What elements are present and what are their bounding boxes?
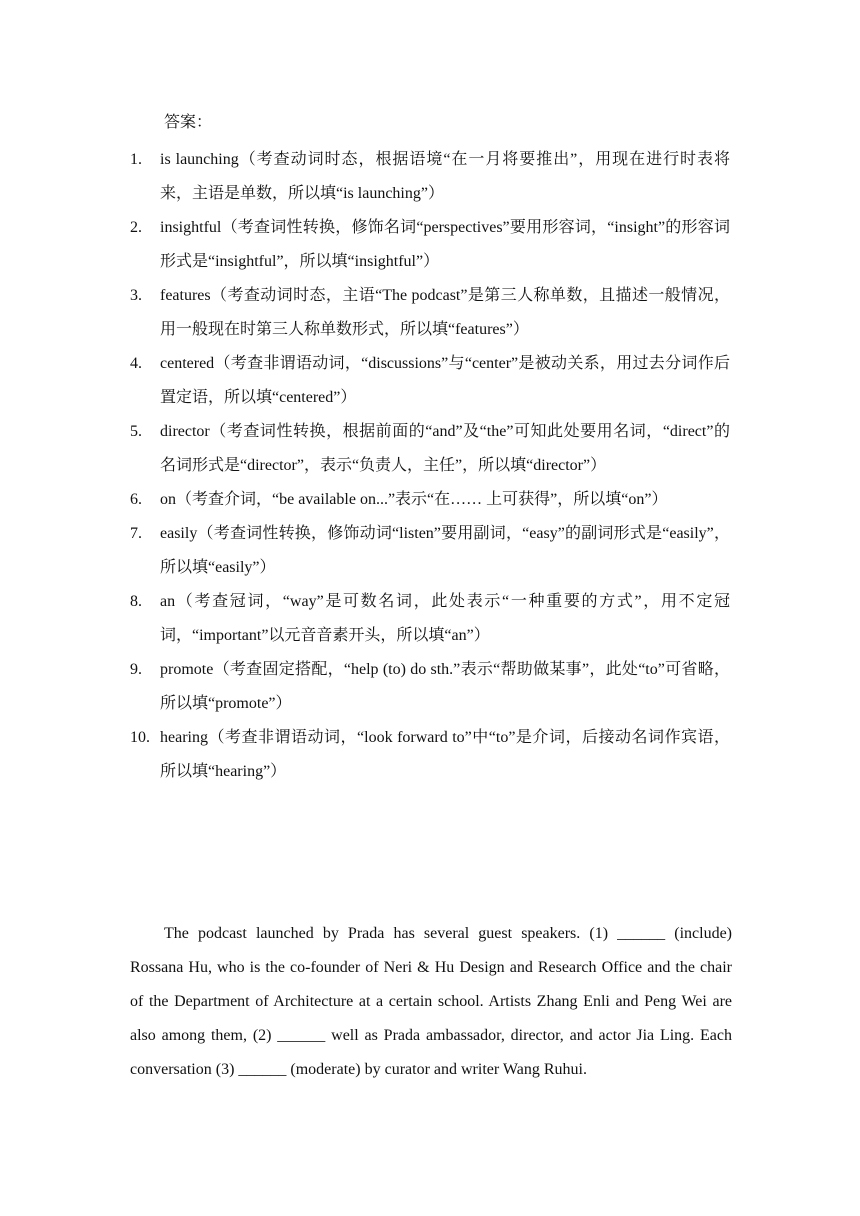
answer-heading: 答案： — [164, 114, 213, 131]
item-number: 3. — [130, 287, 142, 304]
answer-item-2 — [130, 211, 730, 279]
answer-item-1 — [130, 143, 730, 211]
item-number: 1. — [130, 151, 142, 168]
item-number: 4. — [130, 355, 142, 372]
answer-text: easily（考查词性转换，修饰动词“listen”要用副词，“easy”的副词形式是“easily”，所以填“easily”） — [160, 525, 730, 576]
answer-text: is launching（考查动词时态，根据语境“在一月将要推出”，用现在进行时表将来，主语是单数，所以填“is launching”） — [160, 151, 730, 202]
item-number: 9. — [130, 661, 142, 678]
item-number: 2. — [130, 219, 142, 236]
answer-text: on（考查介词，“be available on...”表示“在…… 上可获得”，所以填“on”） — [160, 491, 668, 508]
answer-text: insightful（考查词性转换，修饰名词“perspectives”要用形容词，“insight”的形容词形式是“insightful”，所以填“insightful”） — [160, 219, 730, 270]
item-number: 5. — [130, 423, 142, 440]
answer-text: promote（考查固定搭配，“help (to) do sth.”表示“帮助做某事”，此处“to”可省略，所以填“promote”） — [160, 661, 730, 712]
answer-item-9 — [130, 653, 730, 721]
answer-list — [130, 143, 730, 789]
answer-text: an（考查冠词，“way”是可数名词，此处表示“一种重要的方式”，用不定冠词，“important”以元音音素开头，所以填“an”） — [160, 593, 730, 644]
answer-item-8 — [130, 585, 730, 653]
item-number: 7. — [130, 525, 142, 542]
answer-text: features（考查动词时态，主语“The podcast”是第三人称单数，且描述一般情况，用一般现在时第三人称单数形式，所以填“features”） — [160, 287, 730, 338]
answer-text: hearing（考查非谓语动词，“look forward to”中“to”是介词，后接动名词作宾语，所以填“hearing”） — [160, 729, 730, 780]
answer-item-6 — [130, 483, 730, 517]
answer-item-3 — [130, 279, 730, 347]
answer-text: director（考查词性转换，根据前面的“and”及“the”可知此处要用名词，“direct”的名词形式是“director”，表示“负责人，主任”，所以填“director”） — [160, 423, 730, 474]
item-number: 8. — [130, 593, 142, 610]
answer-item-5 — [130, 415, 730, 483]
item-number: 6. — [130, 491, 142, 508]
answer-text: centered（考查非谓语动词，“discussions”与“center”是被动关系，用过去分词作后置定语，所以填“centered”） — [160, 355, 730, 406]
answer-item-4 — [130, 347, 730, 415]
answer-item-7 — [130, 517, 730, 585]
reading-passage: The podcast launched by Prada has several guest speakers. (1) ______ (include) Rossana Hu, who is the co-founder of Neri & Hu Design and Research Office and the chair of the Department of Architecture at a certain school. Artists Zhang Enli and Peng Wei are also among them, (2) ______ well as Prada ambassador, director, and actor Jia Ling. Each conversation (3) ______ (moderate) by curator and writer Wang Ruhui. — [130, 925, 732, 1078]
item-number: 10. — [130, 729, 150, 746]
answer-item-10 — [130, 721, 730, 789]
